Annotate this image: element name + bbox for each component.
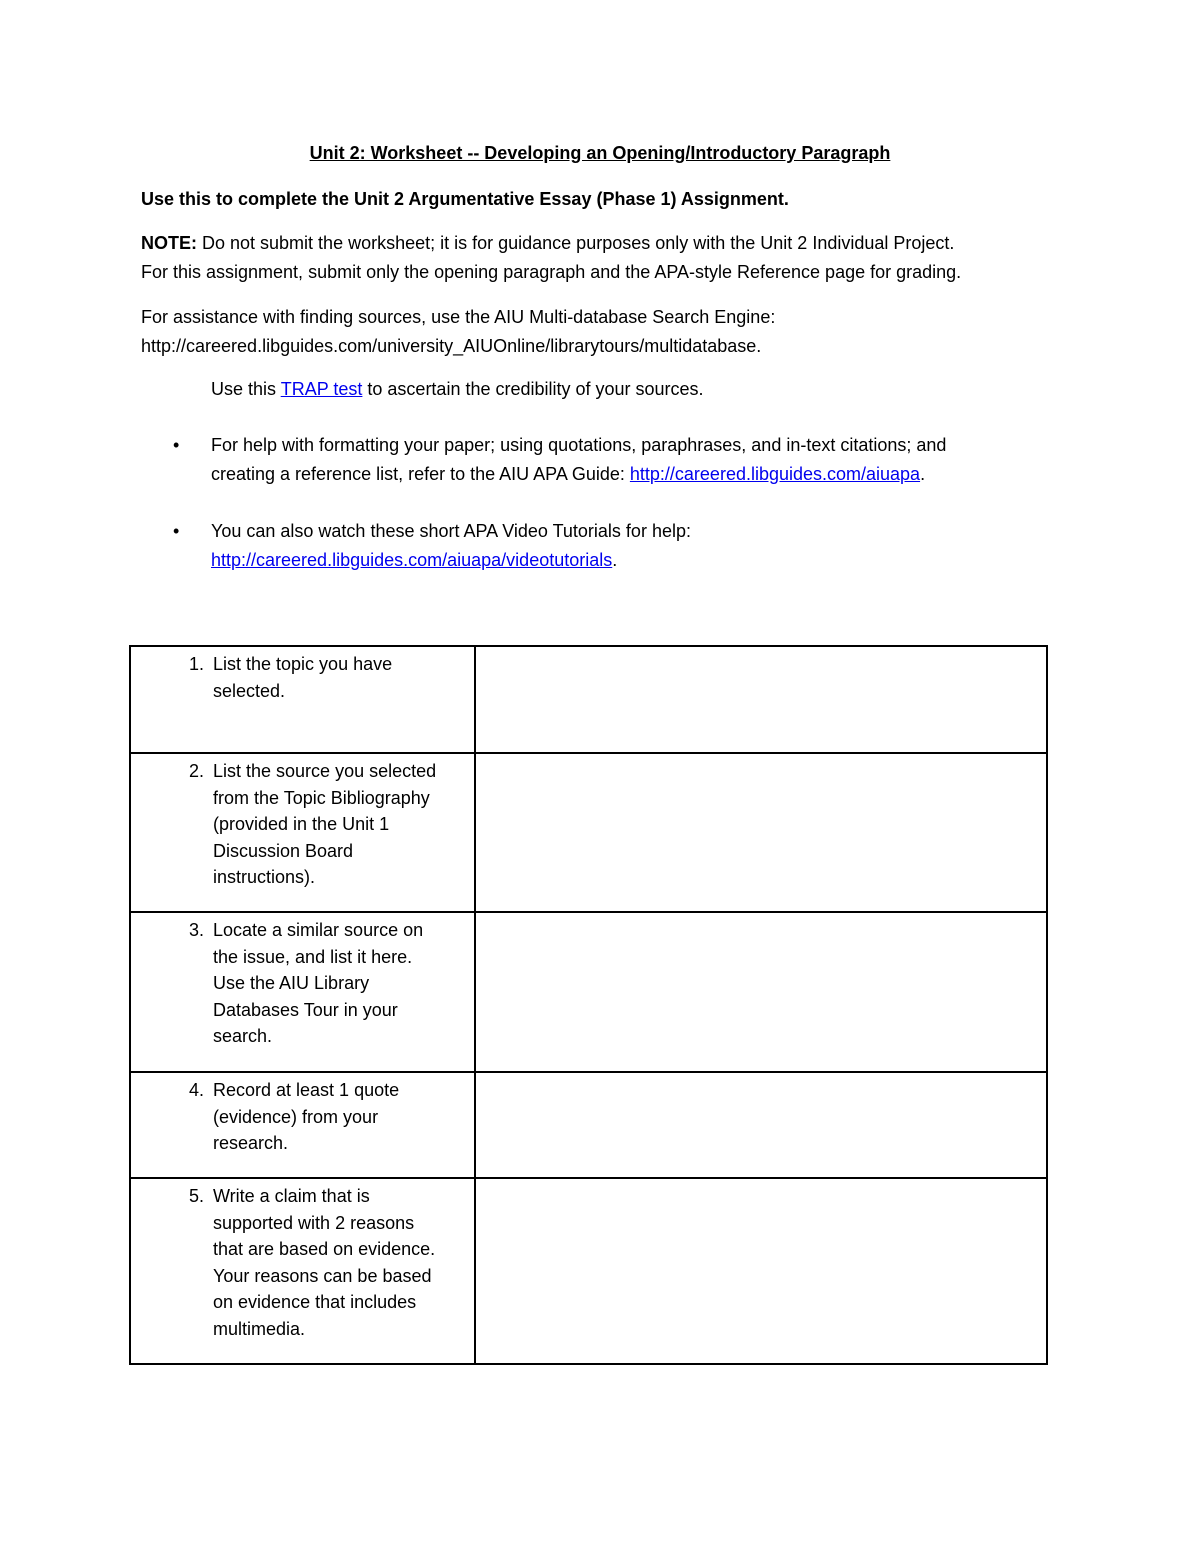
bullet-icon: • <box>173 435 180 455</box>
bullet-1-period: . <box>920 464 926 484</box>
prompt-cell <box>130 753 475 912</box>
note-text-1: Do not submit the worksheet; it is for guidance purposes only with the Unit 2 Individual Project. <box>197 233 955 253</box>
trap-test-link[interactable]: TRAP test <box>280 379 363 399</box>
prompt-line: Your reasons can be based <box>213 1265 432 1286</box>
prompt-line: Discussion Board <box>213 840 354 861</box>
row-number: 2. <box>189 761 205 781</box>
trap-text-after: to ascertain the credibility of your sources. <box>362 379 704 399</box>
table-row <box>130 1072 1047 1178</box>
assistance-url: http://careered.libguides.com/university_AIUOnline/librarytours/multidatabase. <box>141 336 762 356</box>
trap-text-before: Use this <box>211 379 281 399</box>
answer-cell[interactable] <box>475 1072 1047 1178</box>
answer-cell[interactable] <box>475 912 1047 1072</box>
prompt-line: Databases Tour in your <box>213 999 398 1020</box>
prompt-line: instructions). <box>213 867 316 887</box>
row-number: 4. <box>189 1080 205 1100</box>
note-label: NOTE: <box>141 233 197 253</box>
apa-guide-link[interactable]: http://careered.libguides.com/aiuapa <box>629 464 921 484</box>
assistance-line-1: For assistance with finding sources, use the AIU Multi-database Search Engine: <box>141 307 776 327</box>
row-number: 5. <box>189 1186 205 1206</box>
prompt-cell <box>130 1178 475 1364</box>
bullet-1-text: creating a reference list, refer to the AIU APA Guide: <box>211 464 630 484</box>
prompt-line: multimedia. <box>213 1318 306 1339</box>
prompt-line: Record at least 1 quote <box>213 1080 400 1100</box>
prompt-line: research. <box>213 1133 289 1153</box>
prompt-cell <box>130 646 475 753</box>
table-row <box>130 1178 1047 1364</box>
prompt-line: Locate a similar source on <box>213 920 424 940</box>
bullet-2-line-1: You can also watch these short APA Video Tutorials for help: <box>211 521 691 541</box>
bullet-2-line-2 <box>211 546 617 575</box>
prompt-line: supported with 2 reasons <box>213 1212 415 1233</box>
prompt-line: (evidence) from your <box>213 1106 379 1127</box>
answer-cell[interactable] <box>475 646 1047 753</box>
bullet-1-line-1: For help with formatting your paper; using quotations, paraphrases, and in-text citations; and <box>211 435 947 455</box>
prompt-line: on evidence that includes <box>213 1292 417 1312</box>
prompt-line: (provided in the Unit 1 <box>213 814 390 834</box>
page-title: Unit 2: Worksheet -- Developing an Opening/Introductory Paragraph <box>309 143 891 163</box>
bullet-1-line-2 <box>211 460 925 489</box>
prompt-line: search. <box>213 1026 273 1046</box>
bullet-2-period: . <box>612 550 618 570</box>
prompt-line: from the Topic Bibliography <box>213 787 430 808</box>
table-row <box>130 912 1047 1072</box>
prompt-cell <box>130 912 475 1072</box>
answer-cell[interactable] <box>475 753 1047 912</box>
note-line-2: For this assignment, submit only the opening paragraph and the APA-style Reference page for grading. <box>141 262 962 282</box>
video-tutorials-link[interactable]: http://careered.libguides.com/aiuapa/videotutorials <box>211 550 613 570</box>
prompt-cell <box>130 1072 475 1178</box>
prompt-line: that are based on evidence. <box>213 1239 436 1259</box>
prompt-line: List the source you selected <box>213 761 437 781</box>
intro-instruction: Use this to complete the Unit 2 Argumentative Essay (Phase 1) Assignment. <box>141 189 789 209</box>
row-number: 1. <box>189 654 205 674</box>
prompt-line: the issue, and list it here. <box>213 946 413 967</box>
answer-cell[interactable] <box>475 1178 1047 1364</box>
prompt-line: Use the AIU Library <box>213 973 370 993</box>
prompt-line: List the topic you have <box>213 654 393 674</box>
prompt-line: selected. <box>213 680 286 701</box>
row-number: 3. <box>189 920 205 940</box>
trap-line <box>211 375 704 404</box>
table-row <box>130 753 1047 912</box>
table-row <box>130 646 1047 753</box>
worksheet-table <box>129 645 1048 1365</box>
prompt-line: Write a claim that is <box>213 1186 370 1206</box>
note-line-1 <box>141 229 954 258</box>
bullet-icon: • <box>173 521 180 541</box>
